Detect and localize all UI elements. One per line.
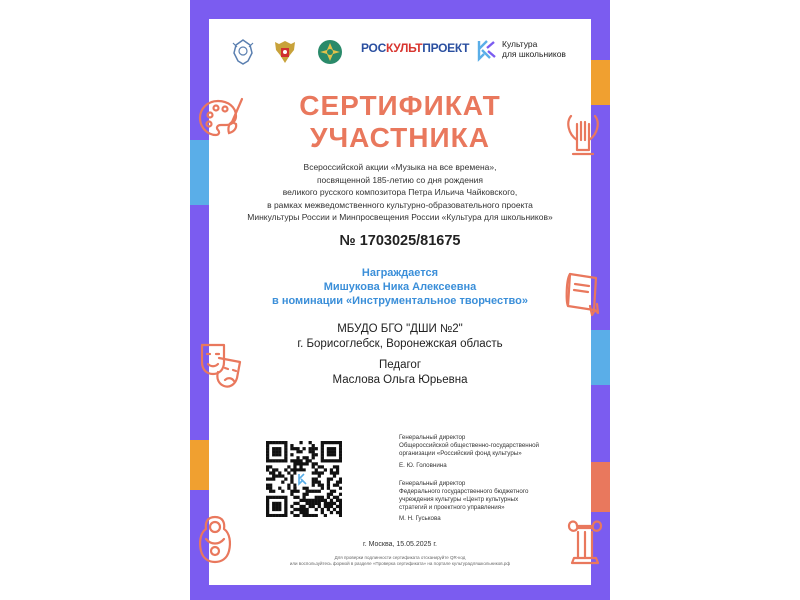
- program-icon: [476, 38, 498, 62]
- nomination: в номинации «Инструментальное творчество»: [272, 295, 528, 307]
- roskultproekt-logo: РОСКУЛЬТПРОЕКТ: [361, 41, 470, 55]
- school-name: МБУДО БГО "ДШИ №2": [337, 323, 463, 335]
- coat-of-arms-emblem: [270, 37, 300, 72]
- school-block: [0, 322, 800, 352]
- awarded-label: Награждается: [361, 267, 439, 279]
- frame-stripe-orange: [190, 440, 209, 490]
- teacher-name: Маслова Ольга Юрьевна: [332, 374, 468, 386]
- award-block: [0, 266, 800, 308]
- ministry-education-emblem: [314, 37, 346, 72]
- teacher-label: Педагог: [378, 359, 422, 371]
- certificate-title: [0, 90, 800, 154]
- culture-for-schoolchildren-logo: [476, 38, 498, 67]
- signatory-name: М. Н. Гуськова: [399, 515, 441, 522]
- verification-note: Для проверки подлинности сертификата отсканируйте QR-код или воспользуйтесь формой в разделе «Проверка сертификата» на портале культурадляшкольников.рф: [289, 555, 511, 566]
- signature-block-2: Генеральный директор Федерального государственного бюджетного учреждения культуры «Центр культурных стратегий и проектного управления» М. Н. Гуськова: [399, 480, 529, 522]
- ministry-culture-emblem: [228, 37, 258, 72]
- title-line-2: УЧАСТНИКА: [310, 122, 490, 153]
- school-city: г. Борисоглебск, Воронежская область: [297, 338, 503, 350]
- column-icon: [565, 516, 605, 566]
- frame-stripe-coral: [591, 462, 610, 512]
- place-date: г. Москва, 15.05.2025 г.: [363, 541, 437, 548]
- verification-qr-code[interactable]: [266, 441, 342, 517]
- certificate-description: Всероссийской акции «Музыка на все времена», посвященной 185-летию со дня рождения великого русского композитора Петра Ильича Чайковского, в рамках межведомственного культурно-образовательного проекта Минкультуры России и Минпросвещения России «Культура для школьников»: [247, 162, 553, 222]
- lyre-icon: [563, 110, 603, 160]
- qr-code-icon: [266, 441, 342, 517]
- teacher-block: [0, 358, 800, 388]
- brush-icon: [226, 96, 246, 136]
- matryoshka-icon: [195, 513, 235, 565]
- signature-block-1: Генеральный директор Общероссийской общественно-государственной организации «Российский фонд культуры» Е. Ю. Головнина: [399, 434, 540, 469]
- recipient-name: Мишукова Ника Алексеевна: [323, 281, 477, 293]
- signatory-name: Е. Ю. Головнина: [399, 462, 447, 469]
- program-logo-text: Культура для школьников: [502, 39, 566, 59]
- certificate-number: № 1703025/81675: [339, 233, 461, 249]
- title-line-1: СЕРТИФИКАТ: [299, 90, 501, 121]
- theater-masks-icon: [197, 340, 245, 390]
- book-icon: [560, 268, 606, 316]
